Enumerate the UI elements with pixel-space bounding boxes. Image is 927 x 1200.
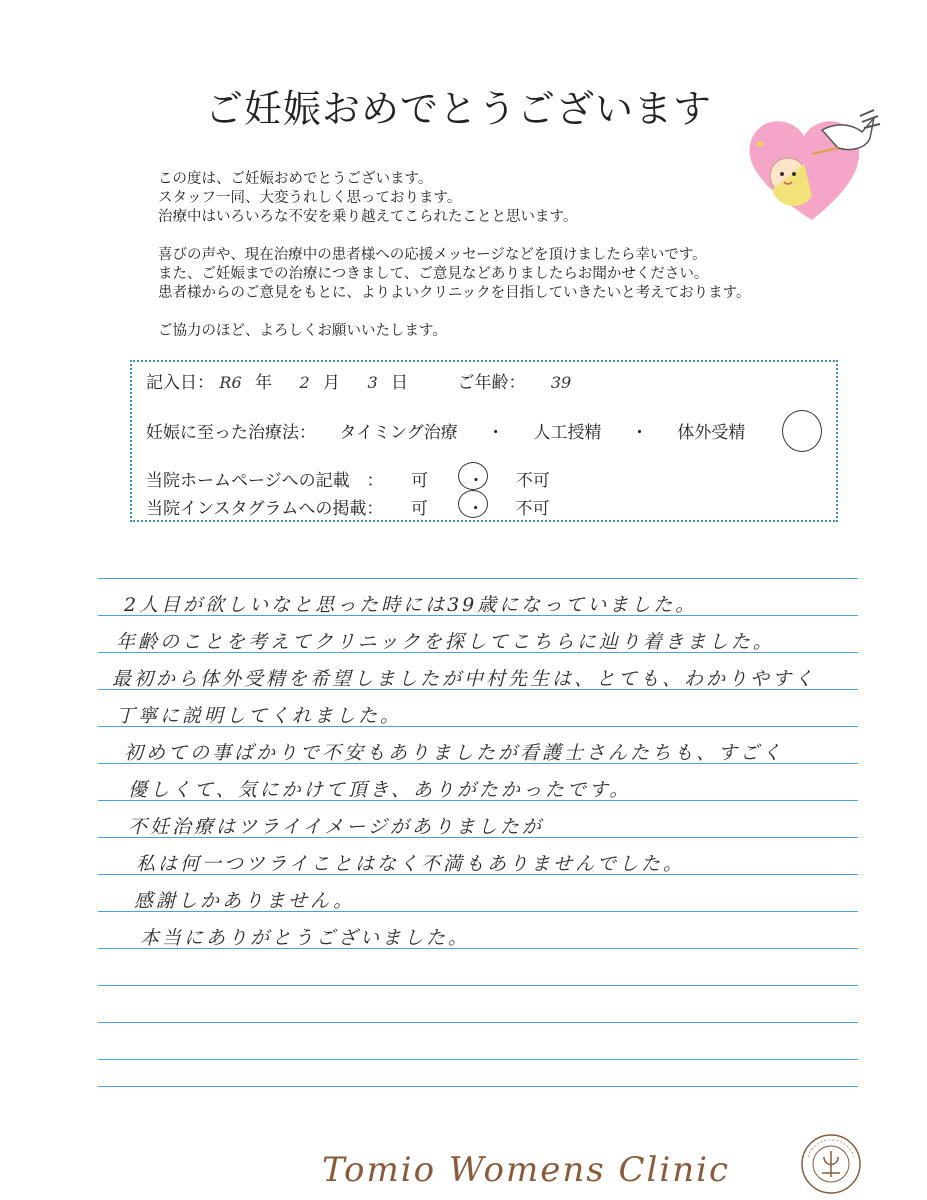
treatment-option-ivf: 体外受精 xyxy=(677,423,746,443)
separator: ・ xyxy=(467,499,485,519)
separator: ・ xyxy=(467,471,485,491)
message-line: 初めての事ばかりで不安もありましたが看護士さんたちも、すごく xyxy=(124,742,785,764)
instagram-consent-row xyxy=(146,494,550,519)
message-line: 私は何一つツライことはなく不満もありませんでした。 xyxy=(136,853,686,875)
era-value: R6 xyxy=(219,373,242,392)
intro-closing: ご協力のほど、よろしくお願いいたします。 xyxy=(158,323,447,339)
treatment-row xyxy=(146,418,745,443)
instagram-label: 当院インスタグラムへの掲載： xyxy=(146,499,384,519)
intro-line: 治療中はいろいろな不安を乗り越えてこられたことと思います。 xyxy=(158,209,578,225)
separator: ・ xyxy=(630,423,648,443)
age-label: ご年齢： xyxy=(457,373,526,393)
date-row xyxy=(146,368,571,393)
selection-circle xyxy=(782,410,822,452)
intro-line: 患者様からのご意見をもとに、よりよいクリニックを目指していきたいと考えております。 xyxy=(158,285,751,301)
intro-text xyxy=(158,170,750,341)
page-title: ご妊娠おめでとうございます xyxy=(205,87,713,131)
age-value: 39 xyxy=(550,373,572,392)
consent-no: 不可 xyxy=(515,499,550,519)
message-line: 2人目が欲しいなと思った時には39歳になっていました。 xyxy=(124,594,698,616)
consent-no: 不可 xyxy=(515,471,550,491)
homepage-label: 当院ホームページへの記載 ： xyxy=(146,471,384,491)
intro-line: この度は、ご妊娠おめでとうございます。 xyxy=(158,171,433,187)
year-unit: 年 xyxy=(255,373,273,393)
intro-line: 喜びの声や、現在治療中の患者様への応援メッセージなどを頂けましたら幸いです。 xyxy=(158,247,707,263)
date-label: 記入日： xyxy=(146,373,214,393)
message-line: 不妊治療はツライイメージがありましたが xyxy=(128,816,544,838)
message-line: 本当にありがとうございました。 xyxy=(140,927,471,949)
message-line: 感謝しかありません。 xyxy=(134,890,356,912)
clinic-name-footer: Tomio Womens Clinic xyxy=(322,1150,731,1190)
treatment-option-iui: 人工授精 xyxy=(533,423,602,443)
homepage-consent-row xyxy=(146,466,550,491)
form-box xyxy=(130,360,838,522)
month-unit: 月 xyxy=(323,373,341,393)
message-line: 最初から体外受精を希望しましたが中村先生は、とても、わかりやすく xyxy=(112,668,817,690)
stork-baby-illustration xyxy=(742,108,882,228)
consent-yes: 可 xyxy=(411,471,429,491)
message-line: 丁寧に説明してくれました。 xyxy=(116,705,403,727)
month-value: 2 xyxy=(299,373,310,392)
intro-line: スタッフ一同、大変うれしく思っております。 xyxy=(158,190,462,206)
intro-line: また、ご妊娠までの治療につきまして、ご意見などありましたらお聞かせください。 xyxy=(158,266,709,282)
day-value: 3 xyxy=(367,373,378,392)
separator: ・ xyxy=(487,423,505,443)
clinic-seal-logo xyxy=(800,1133,862,1195)
consent-yes: 可 xyxy=(410,499,428,519)
selection-circle xyxy=(458,490,488,518)
day-unit: 日 xyxy=(391,373,409,393)
selection-circle xyxy=(458,462,488,490)
message-line: 優しくて、気にかけて頂き、ありがたかったです。 xyxy=(128,779,632,801)
message-line: 年齢のことを考えてクリニックを探してこちらに辿り着きました。 xyxy=(116,631,775,653)
treatment-option-timing: タイミング治療 xyxy=(339,423,458,443)
treatment-label: 妊娠に至った治療法： xyxy=(146,423,316,443)
